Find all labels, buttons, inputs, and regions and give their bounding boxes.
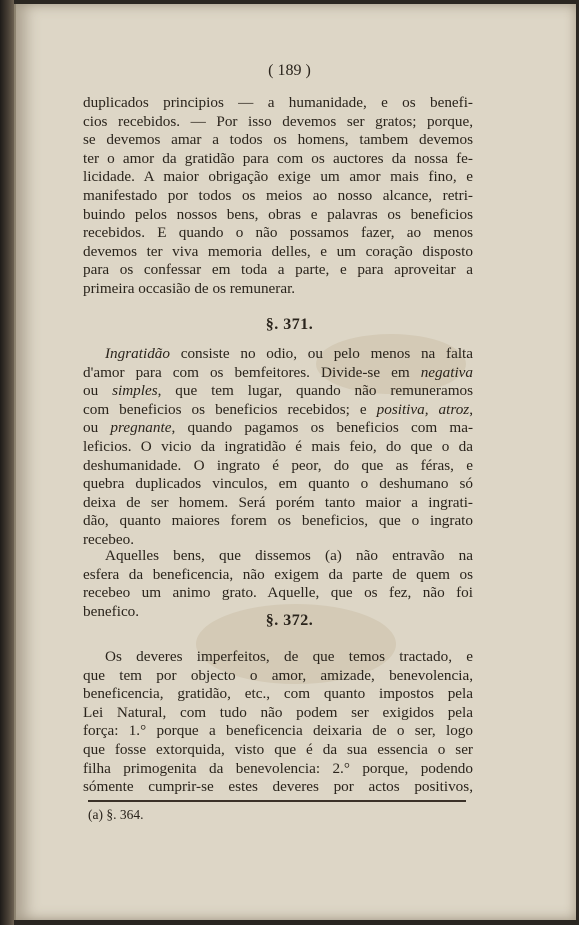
text-line: sómente cumprir-se estes deveres por actos positivos, (83, 778, 473, 796)
text-line: se devemos amar a todos os homens, tambem devemos (83, 131, 473, 149)
text-line: cios recebidos. — Por isso devemos ser gratos; porque, (83, 112, 473, 130)
paragraph-3 (83, 547, 473, 621)
paragraph-2 (83, 345, 473, 550)
text-line: filha primogenita da benevolencia: 2.° porque, podendo (83, 759, 473, 777)
text-line: Aquelles bens, que dissemos (a) não entravão na (105, 547, 473, 564)
text-line: manifestado por todos os meios ao nosso alcance, retri- (83, 186, 473, 204)
text-line: com beneficios os beneficios recebidos; e positiva, atroz, (83, 400, 473, 418)
text-line: ou simples, que tem lugar, quando não remuneramos (83, 382, 474, 400)
text-line: primeira occasião de os remunerar. (83, 279, 296, 297)
text-line: dão, quanto maiores forem os beneficios, que o ingrato (83, 512, 473, 530)
text-line: ter o amor da gratidão para com os auctores da nossa fe- (83, 149, 473, 167)
italic-term: positiva, atroz (376, 400, 470, 418)
italic-term: pregnante (110, 419, 172, 437)
text-line: deshumanidade. O ingrato é peor, do que as féras, e (83, 456, 473, 474)
page-number: ( 189 ) (268, 62, 311, 79)
text-line: beneficencia, gratidão, etc., com quanto impostos pela (83, 685, 473, 703)
italic-term: Ingratidão (105, 345, 170, 362)
text-line: para os confessar em toda a parte, e para aproveitar a (83, 261, 473, 279)
footnote-rule (88, 800, 466, 802)
text-line: deixa de ser homem. Será porém tanto maior a ingrati- (83, 493, 473, 511)
text-line: duplicados principios — a humanidade, e os benefi- (83, 94, 473, 111)
text-line: benefico. (83, 602, 140, 620)
italic-term: simples (112, 382, 158, 400)
text-line: licidade. A maior obrigação exige um amor mais fino, e (83, 168, 473, 186)
text-line: quebra duplicados vinculos, em quanto o deshumano só (83, 475, 473, 493)
text-line: recebeo. (83, 530, 135, 548)
text-line: Os deveres imperfeitos, de que temos tractado, e (105, 648, 473, 665)
text-line: esfera da beneficencia, não exigem da parte de quem os (83, 565, 473, 583)
italic-term: negativa (420, 363, 473, 381)
text-line: d'amor para com os bemfeitores. Divide-se em negativa (83, 363, 473, 381)
section-heading-371: §. 371. (265, 316, 314, 333)
text-line: buindo pelos nossos bens, obras e palavras os beneficios (83, 205, 473, 223)
text-line: recebeo um animo grato. Aquelle, que os fez, não foi (83, 584, 473, 602)
text-line: Lei Natural, com tudo não podem ser exigidos pela (83, 703, 473, 721)
text-line: leficios. O vicio da ingratidão é mais feio, do que o da (83, 437, 473, 455)
paragraph-1 (83, 94, 473, 299)
book-spine-shadow (0, 0, 14, 925)
text-line: que fosse extorquida, visto que é da sua essencia o ser (83, 740, 473, 758)
paragraph-4 (83, 648, 473, 797)
text-line: força: 1.° porque a beneficencia deixaria de o ser, logo (83, 722, 473, 740)
section-heading-372: §. 372. (265, 612, 314, 629)
text-line: ou pregnante, quando pagamos os beneficios com ma- (83, 419, 474, 437)
text-line: que tem por objecto o amor, amizade, benevolencia, (83, 666, 473, 684)
footnote: (a) §. 364. (88, 807, 144, 822)
text-line: recebidos. E quando o não possamos fazer, ao menos (83, 224, 473, 242)
text-line: Ingratidão consiste no odio, ou pelo menos na falta (105, 345, 473, 362)
text-line: devemos ter viva memoria delles, e um coração disposto (83, 242, 473, 260)
